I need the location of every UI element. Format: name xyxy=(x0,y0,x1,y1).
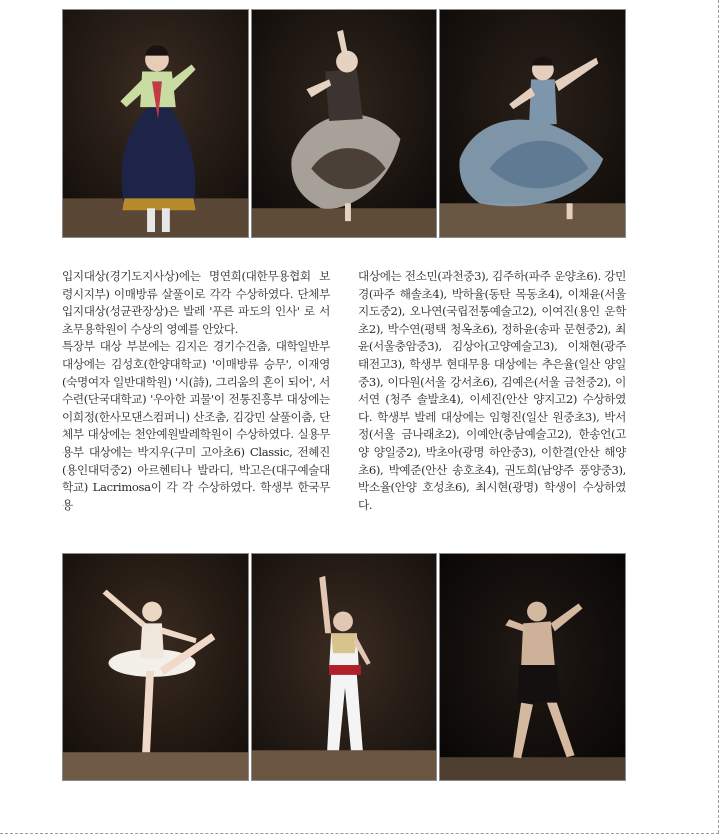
article-paragraph: 대상에는 전소민(과천중3), 김주하(파주 운양초6). 강민경(파주 해솔초4), 박하율(동탄 목동초4), 이채윤(서울 지도중2), 오나연(국립전통예술고2), 이여진(용인 운학초2), 박수연(평택 청옥초6), 정하윤(송파 문현중2), 최윤(서울충암중3), 김상아(고양예술고3), 이채현(광주 태전고3), 학생부 현대무용 대상에는 추은율(일산 양일중3), 이다원(서울 강서초6), 김예은(서울 금천중2), 이서연 (청주 솔발초4), 이세진(안산 양지고2) 수상하였다. 학생부 발레 대상에는 임형진(일산 원중초3), 박서정(서울 금나래초2), 이예안(충남예술고2), 한송언(고양 양일중2), 박초아(광명 하안중3), 이한결(안산 해양초6), 박예준(안산 송호초4), 권도희(남양주 풍양중3), 박소율(안양 호성초6), 최시현(광명) 학생이 수상하였다. xyxy=(358,269,626,512)
ballerina-tutu-photo xyxy=(62,553,249,781)
hanbok-dancer-photo xyxy=(62,9,249,238)
article-paragraph: 입지대상(경기도지사상)에는 명연희(대한무용협회 보령시지부) 이매방류 살풀이로 각각 수상하였다. 단체부 입지대상(성균관장상)은 발레 '푸른 파도의 인사' 로 서초무용학원이 수상의 영예를 안았다. xyxy=(62,269,330,336)
blue-gown-dancer-photo xyxy=(439,9,626,238)
contemporary-dancer-photo xyxy=(439,553,626,781)
article-paragraph: 특장부 대상 부분에는 김지은 경기수건춤, 대학일반부 대상에는 김성호(한양대학교) '이매방류 승무', 이재영(숙명여자 일반대학원) '시(詩), 그리움의 혼이 되어', 서수련(단국대학교) '우아한 괴물'이 전통진흥부 대상에는 이희정(한사모댄스컴퍼니) 산조춤, 김강민 살풀이춤, 단체부 대상에는 천안예원발레학원이 수상하였다. 실용무용부 대상에는 박지우(구미 고아초6) Classic, 전혜진(용인대덕중2) 아르헨티나 발라디, 박고은(대구예술대학교) Lacrimosa이 각 각 수상하였다. 학생부 한국무용 xyxy=(62,339,330,512)
page-border-bottom xyxy=(0,833,719,834)
page-border-right xyxy=(718,0,719,833)
sweeping-dress-dancer-photo xyxy=(251,9,437,238)
article-column-right xyxy=(358,268,626,514)
article-column-left xyxy=(62,268,330,514)
male-ballet-dancer-photo xyxy=(251,553,437,781)
